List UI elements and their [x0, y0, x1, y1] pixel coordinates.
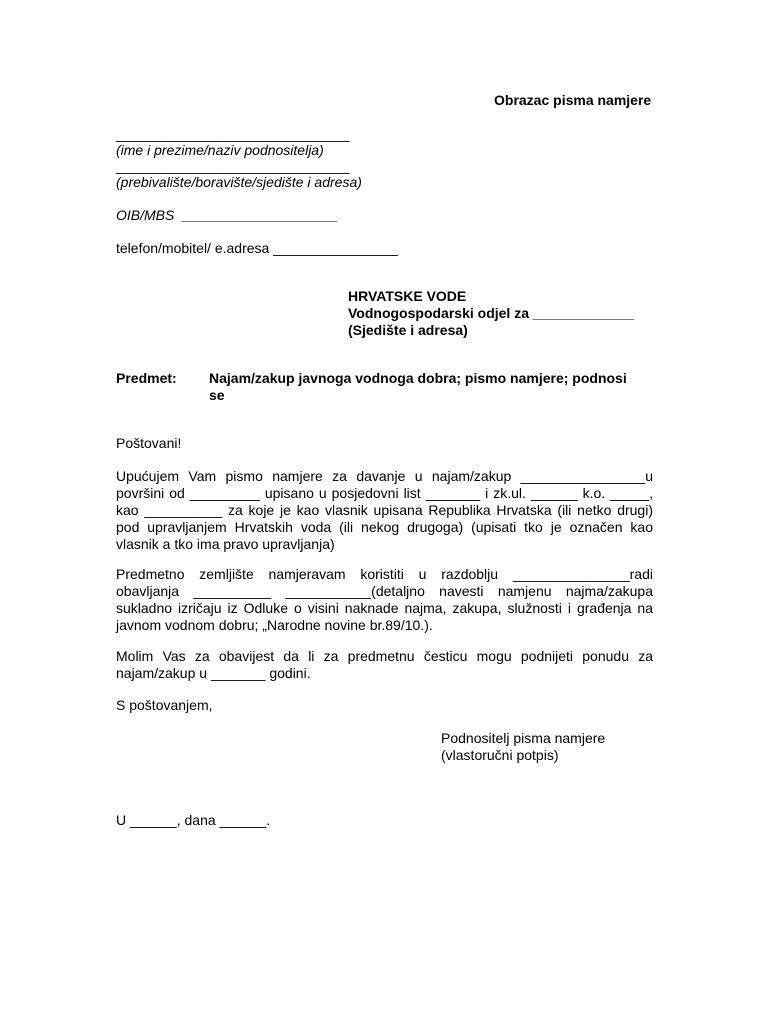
- subject-text-line-2: se: [209, 387, 225, 403]
- signature-note: (vlastoručni potpis): [441, 747, 559, 763]
- address-blank-line: ______________________________: [116, 158, 350, 174]
- paragraph-2-line: sukladno izričaju iz Odluke o visini naknade najma, zakupa, služnosti i građenja na: [116, 600, 653, 616]
- name-label: (ime i prezime/naziv podnositelja): [116, 142, 324, 158]
- address-label: (prebivalište/boravište/sjedište i adresa): [116, 174, 362, 190]
- contact-field: telefon/mobitel/ e.adresa ________________: [116, 240, 398, 256]
- paragraph-2-line: javnom vodnom dobru; „Narodne novine br.89/10.).: [116, 617, 433, 633]
- paragraph-2: [116, 566, 653, 634]
- paragraph-1: [116, 468, 653, 553]
- paragraph-1-line: kao __________ za koje je kao vlasnik upisana Republika Hrvatska (ili netko drugi): [116, 502, 653, 518]
- recipient-address: (Sjedište i adresa): [348, 322, 468, 338]
- paragraph-3-line: Molim Vas za obavijest da li za predmetnu česticu mogu podnijeti ponudu za: [116, 648, 653, 664]
- name-blank-line: ______________________________: [116, 126, 350, 142]
- paragraph-3: [116, 648, 653, 682]
- oib-field: [116, 207, 338, 224]
- document-title: Obrazac pisma namjere: [494, 92, 652, 108]
- place-and-date: U ______, dana ______.: [116, 812, 271, 828]
- recipient-department: Vodnogospodarski odjel za _____________: [348, 305, 635, 321]
- paragraph-2-line: obavljanja __________ ___________(detaljno navesti namjenu najma/zakupa: [116, 583, 653, 599]
- closing: S poštovanjem,: [116, 697, 213, 713]
- oib-text: OIB/MBS ____________________: [116, 207, 338, 223]
- paragraph-2-line: Predmetno zemljište namjeravam koristiti u razdoblju _______________radi: [116, 566, 653, 582]
- subject-text-line-1: Najam/zakup javnoga vodnoga dobra; pismo namjere; podnosi: [209, 370, 627, 386]
- paragraph-1-line: pod upravljanjem Hrvatskih voda (ili nekog drugoga) (upisati tko je označen kao: [116, 519, 653, 535]
- paragraph-1-line: vlasnik a tko ima pravo upravljanja): [116, 536, 335, 552]
- signature-label: Podnositelj pisma namjere: [441, 730, 606, 746]
- paragraph-1-line: Upućujem Vam pismo namjere za davanje u najam/zakup ________________u: [116, 468, 653, 484]
- greeting: Poštovani!: [116, 435, 182, 451]
- paragraph-3-line: najam/zakup u _______ godini.: [116, 665, 311, 681]
- paragraph-1-line: površini od _________ upisano u posjedovni list _______ i zk.ul. ______ k.o. _____,: [116, 485, 653, 501]
- recipient-name: HRVATSKE VODE: [348, 288, 467, 304]
- subject-label: Predmet:: [116, 370, 177, 386]
